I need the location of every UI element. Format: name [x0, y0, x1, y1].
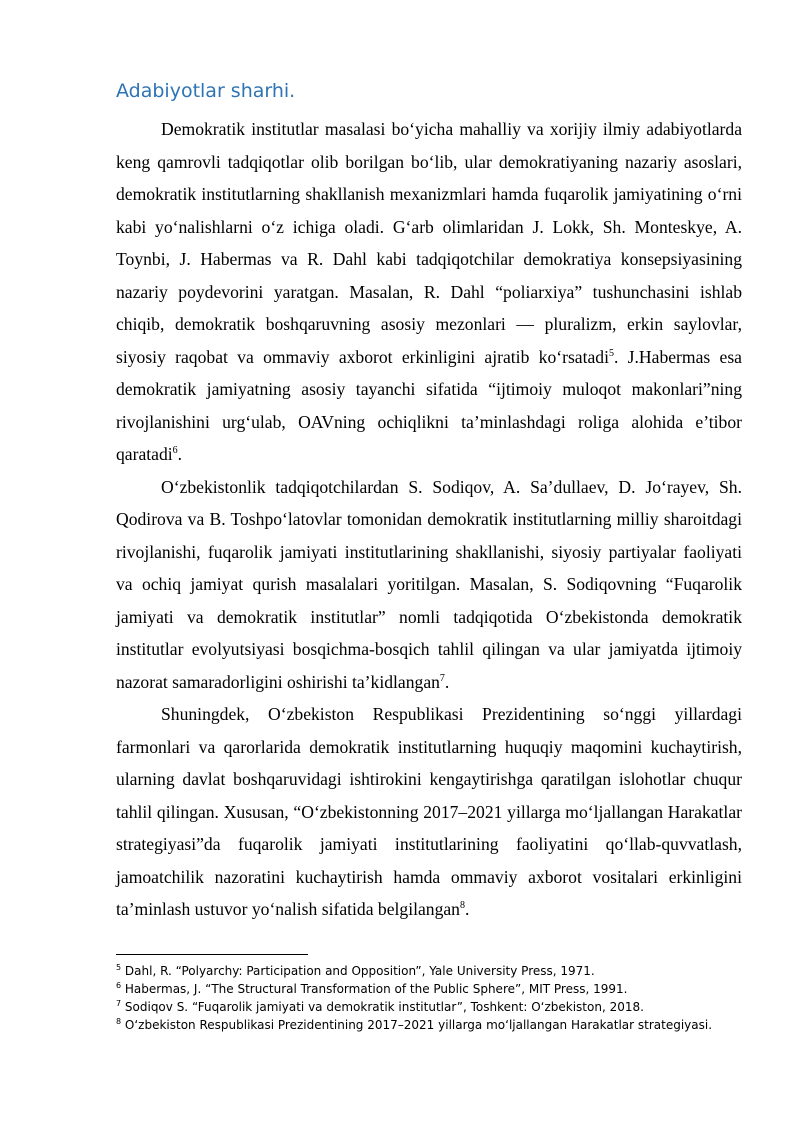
body-text	[116, 113, 742, 926]
paragraph-text: Shuningdek, O‘zbekiston Respublikasi Prezidentining so‘nggi yillardagi farmonlari va qarorlarida demokratik institutlarning huquqiy maqomini kuchaytirish, ularning davlat boshqaruvidagi ishtirokini kengaytirishga qaratilgan islohotlar chuqur tahlil qilingan. Xususan, “O‘zbekistonning 2017–2021 yillarga mo‘ljallangan Harakatlar strategiyasi”da fuqarolik jamiyati institutlarining faoliyatini qo‘llab-quvvatlash, jamoatchilik nazoratini kuchaytirish hamda ommaviy axborot vositalari erkinligini ta’minlash ustuvor yo‘nalish sifatida belgilangan	[116, 704, 742, 919]
paragraph-text: Demokratik institutlar masalasi bo‘yicha mahalliy va xorijiy ilmiy adabiyotlarda keng qamrovli tadqiqotlar olib borilgan bo‘lib, ular demokratiyaning nazariy asoslari, demokratik institutlarning shakllanish mexanizmlari hamda fuqarolik jamiyatining o‘rni kabi yo‘nalishlarni o‘z ichiga oladi. G‘arb olimlaridan J. Lokk, Sh. Monteskye, A. Toynbi, J. Habermas va R. Dahl kabi tadqiqotchilar demokratiya konsepsiyasining nazariy poydevorini yaratgan. Masalan, R. Dahl “poliarxiya” tushunchasini ishlab chiqib, demokratik boshqaruvning asosiy mezonlari — pluralizm, erkin saylovlar, siyosiy raqobat va ommaviy axborot erkinligini ajratib ko‘rsatadi	[116, 119, 742, 367]
footnote-item	[116, 1016, 716, 1034]
footnote-number: 7	[116, 999, 122, 1008]
footnote-ref-5[interactable]: 5	[609, 347, 614, 359]
paragraph-text: O‘zbekistonlik tadqiqotchilardan S. Sodiqov, A. Sa’dullaev, D. Jo‘rayev, Sh. Qodirova va B. Toshpo‘latovlar tomonidan demokratik institutlarning milliy sharoitdagi rivojlanishi, fuqarolik jamiyati institutlarining shakllanishi, siyosiy partiyalar faoliyati va ochiq jamiyat qurish masalalari yoritilgan. Masalan, S. Sodiqovning “Fuqarolik jamiyati va demokratik institutlar” nomli tadqiqotida O‘zbekistonda demokratik institutlar evolyutsiyasi bosqichma-bosqich tahlil qilingan va ular jamiyatda ijtimoiy nazorat samaradorligini oshirishi ta’kidlangan	[116, 476, 742, 692]
footnotes	[116, 962, 716, 1034]
paragraph-text: .	[464, 899, 470, 919]
footnote-ref-8[interactable]: 8	[459, 900, 465, 912]
paragraph-1	[116, 113, 742, 471]
footnote-ref-7[interactable]: 7	[439, 672, 445, 684]
footnote-text: Habermas, J. “The Structural Transformation of the Public Sphere”, MIT Press, 1991.	[121, 982, 628, 996]
paragraph-2	[116, 471, 742, 699]
paragraph-text: .	[177, 444, 183, 464]
footnote-number: 5	[116, 963, 122, 972]
footnote-item	[116, 998, 716, 1016]
footnote-text: Dahl, R. “Polyarchy: Participation and Opposition”, Yale University Press, 1971.	[121, 964, 595, 978]
paragraph-3	[116, 698, 742, 926]
footnote-item	[116, 980, 716, 998]
footnote-item	[116, 962, 716, 980]
paragraph-text: .	[444, 671, 450, 692]
footnote-ref-6[interactable]: 6	[172, 445, 178, 457]
footnote-number: 8	[116, 1017, 122, 1026]
footnote-number: 6	[116, 981, 122, 990]
section-heading: Adabiyotlar sharhi.	[116, 80, 296, 102]
footnote-separator	[116, 954, 308, 955]
footnote-text: Sodiqov S. “Fuqarolik jamiyati va demokratik institutlar”, Toshkent: O‘zbekiston, 2018.	[121, 1000, 644, 1014]
footnote-text: O‘zbekiston Respublikasi Prezidentining 2017–2021 yillarga mo‘ljallangan Harakatlar strategiyasi.	[121, 1018, 713, 1032]
paragraph-text: . J.Habermas esa demokratik jamiyatning asosiy tayanchi sifatida “ijtimoiy muloqot makonlari”ning rivojlanishini urg‘ulab, OAVning ochiqlikni ta’minlashdagi roliga alohida e’tibor qaratadi	[116, 346, 742, 464]
